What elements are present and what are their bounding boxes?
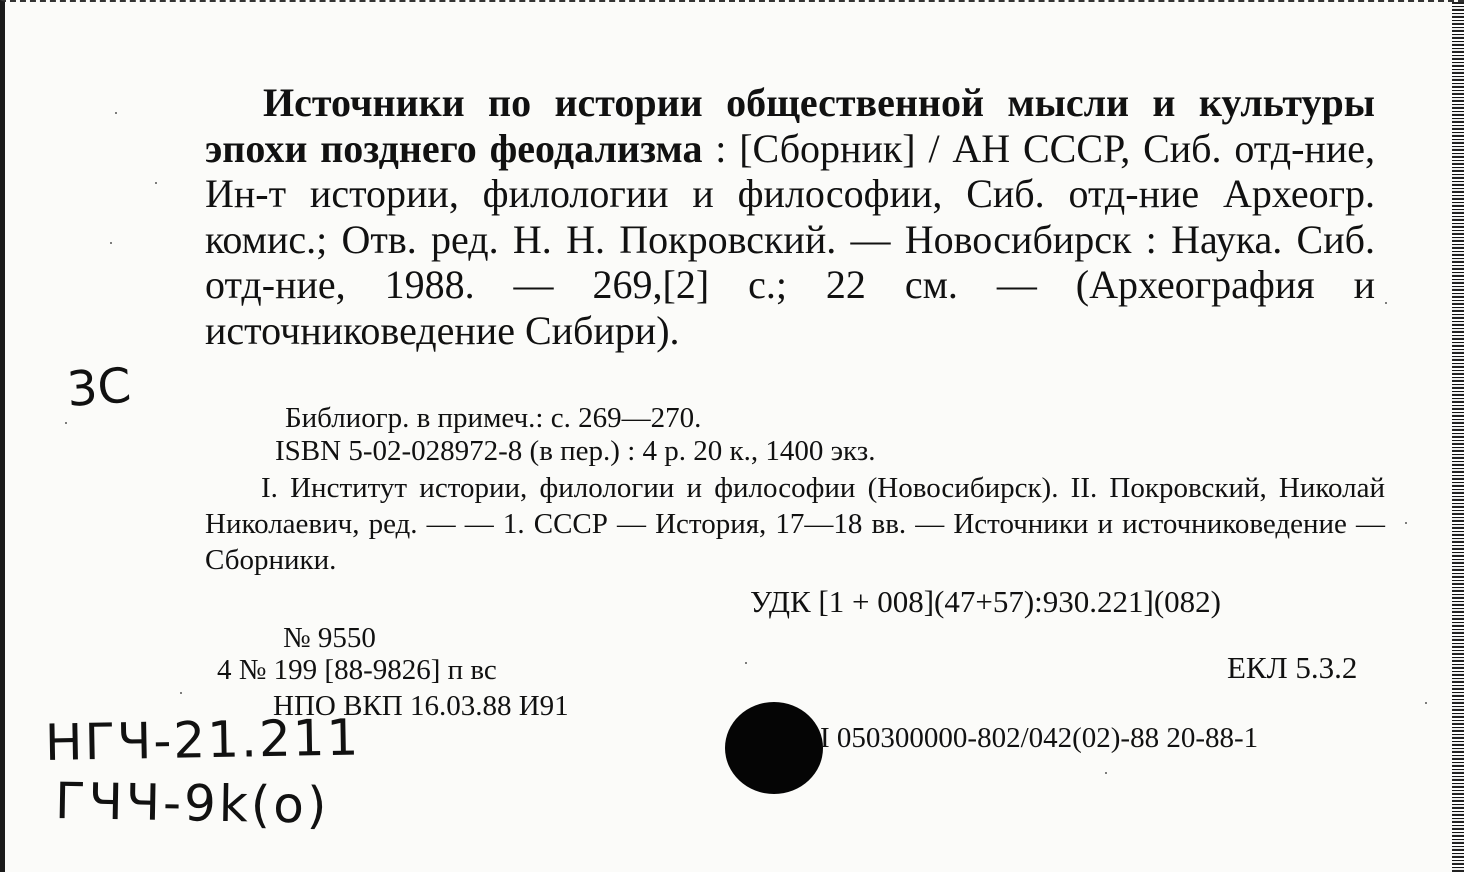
order-line: 4 № 199 [88-9826] п вс (217, 654, 497, 686)
ink-blot (725, 702, 823, 794)
ekl-code: ЕКЛ 5.3.2 (1227, 650, 1358, 685)
npo-line: НПО ВКП 16.03.88 И91 (273, 690, 569, 722)
subject-headings (205, 470, 1385, 578)
code-line: I 050300000-802/042(02)-88 20-88-1 (820, 722, 1259, 754)
description-details: : [Сборник] / АН СССР, Сиб. отд-ние, Ин-т истории, филологии и философии, Сиб. отд-ние Археогр. комис.; Отв. ред. Н. Н. Покровский. — Новосибирск : Наука. Сиб. отд-ние, 1988. — 269,[2] с.; 22 см. — (Археография и источниковедение Сибири). (205, 125, 1375, 353)
bibliographic-description (205, 80, 1375, 353)
udk-code: УДК [1 + 008](47+57):930.221](082) (750, 584, 1221, 619)
book-title: Источники по истории общественной мысли и культуры эпохи позднего феодализма (205, 80, 1375, 171)
isbn-line: ISBN 5-02-028972-8 (в пер.) : 4 р. 20 к., 1400 экз. (275, 435, 876, 467)
bibliography-note: Библиогр. в примеч.: с. 269—270. (285, 402, 702, 434)
handwritten-shelf-mark-2: ГЧЧ-9k(o) (54, 772, 330, 835)
card-edge (1452, 2, 1464, 874)
handwritten-margin-mark: 3С (65, 357, 133, 418)
card-number: № 9550 (283, 622, 376, 654)
handwritten-shelf-mark-1: НГЧ-21.211 (44, 708, 361, 772)
subject-text: I. Институт истории, филологии и философии (Новосибирск). II. Покровский, Николай Николаевич, ред. — — 1. СССР — История, 17—18 вв. — Источники и источниковедение — Сборники. (205, 472, 1385, 576)
